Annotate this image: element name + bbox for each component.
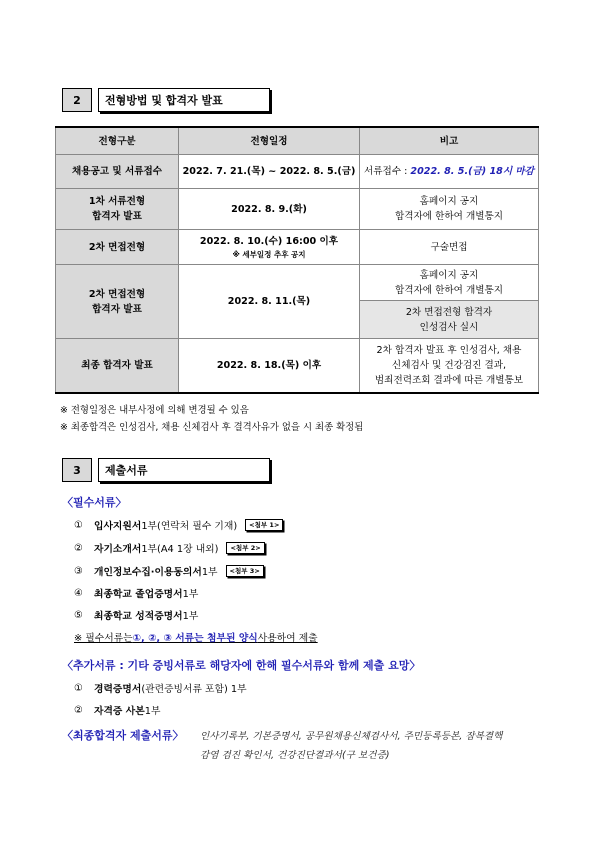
stage-line: 합격자 발표 <box>92 303 142 315</box>
item-name: 경력증명서 <box>94 684 142 695</box>
note-line: 홈페이지 공지 <box>419 196 479 207</box>
stage-line: 2차 면접전형 <box>88 288 146 300</box>
note-text: 사용하여 제출 <box>257 633 318 644</box>
attachment-tag: <첨부 2> <box>226 542 264 554</box>
date-cell <box>179 230 360 265</box>
item-desc: 1부 <box>201 567 218 578</box>
item-number: ① <box>74 682 83 694</box>
table-row <box>56 339 539 393</box>
date-cell: 2022. 7. 21.(목) ~ 2022. 8. 5.(금) <box>179 155 360 189</box>
note-line: 신체검사 및 건강검진 결과, <box>391 359 507 371</box>
stage-cell <box>56 189 179 230</box>
list-item <box>74 586 198 600</box>
section-title: 제출서류 <box>98 458 270 482</box>
note-line: 2차 면접전형 합격자 <box>405 306 493 318</box>
schedule-note: ※ 전형일정은 내부사정에 의해 변경될 수 있음 <box>60 405 249 416</box>
note-line: 범죄전력조회 결과에 따른 개별통보 <box>374 374 524 386</box>
final-docs-heading: 〈최종합격자 제출서류〉 <box>62 729 184 742</box>
item-number: ② <box>74 704 83 716</box>
note-cell <box>360 189 539 230</box>
item-name: 개인정보수집·이용동의서 <box>94 567 202 578</box>
stage-line: 합격자 발표 <box>92 211 142 222</box>
note-cell <box>360 301 539 339</box>
schedule-note: ※ 최종합격은 인성검사, 채용 신체검사 후 결격사유가 없을 시 최종 확정됨 <box>60 422 364 433</box>
date-cell: 2022. 8. 9.(화) <box>179 189 360 230</box>
table-row <box>56 230 539 265</box>
stage-cell <box>56 265 179 339</box>
stage-cell: 채용공고 및 서류접수 <box>56 155 179 189</box>
list-item <box>74 681 247 695</box>
table-row <box>56 155 539 189</box>
item-number: ① <box>74 519 83 531</box>
stage-cell: 2차 면접전형 <box>56 230 179 265</box>
additional-docs-heading: 〈추가서류 : 기타 증빙서류로 해당자에 한해 필수서류와 함께 제출 요망〉 <box>62 659 421 672</box>
item-name: 최종학교 성적증명서 <box>94 611 183 622</box>
section-2-header <box>62 88 270 112</box>
note-cell <box>360 155 539 189</box>
attachment-tag: <첨부 3> <box>226 565 264 577</box>
note-line: 2차 합격자 발표 후 인성검사, 채용 <box>376 344 522 356</box>
list-item <box>74 518 283 532</box>
list-item <box>74 541 265 555</box>
table-row <box>56 265 539 301</box>
note-cell <box>360 339 539 393</box>
item-number: ③ <box>74 565 83 577</box>
section-number: 3 <box>62 458 92 482</box>
table-header: 전형구분 <box>56 127 179 155</box>
stage-cell: 최종 합격자 발표 <box>56 339 179 393</box>
item-number: ⑤ <box>74 609 83 621</box>
date-line: 2022. 8. 10.(수) 16:00 이후 <box>199 236 339 247</box>
note-text: ※ 필수서류는 <box>74 633 133 644</box>
item-desc: 1부 <box>182 611 199 622</box>
note-cell: 구술면접 <box>360 230 539 265</box>
item-desc: 1부(연락처 필수 기재) <box>141 521 238 532</box>
list-item <box>74 608 198 622</box>
item-desc: 1부 <box>144 706 161 717</box>
item-name: 최종학교 졸업증명서 <box>94 589 183 600</box>
item-desc: 1부 <box>182 589 199 600</box>
note-cell <box>360 265 539 301</box>
note-text: 서류접수 : <box>364 166 411 177</box>
section-number: 2 <box>62 88 92 112</box>
list-item <box>74 564 264 578</box>
item-number: ② <box>74 542 83 554</box>
final-docs-line: 감염 검진 확인서, 건강진단결과서(구 보건증) <box>200 750 390 761</box>
note-line: 홈페이지 공지 <box>419 269 479 281</box>
item-number: ④ <box>74 587 83 599</box>
list-item <box>74 703 160 717</box>
required-docs-note <box>74 630 318 644</box>
note-emphasis: ①, ②, ③ 서류는 첨부된 양식 <box>132 633 258 644</box>
schedule-table <box>55 126 539 394</box>
required-docs-heading: 〈필수서류〉 <box>62 496 127 509</box>
item-name: 자격증 사본 <box>94 706 145 717</box>
note-line: 합격자에 한하여 개별통지 <box>394 211 504 222</box>
deadline-text: 2022. 8. 5.(금) 18시 마감 <box>410 166 534 177</box>
date-subnote: ※ 세부일정 추후 공지 <box>232 250 306 259</box>
item-name: 입사지원서 <box>94 521 142 532</box>
date-cell: 2022. 8. 11.(목) <box>179 265 360 339</box>
date-cell: 2022. 8. 18.(목) 이후 <box>179 339 360 393</box>
item-name: 자기소개서 <box>94 544 142 555</box>
attachment-tag: <첨부 1> <box>245 519 283 531</box>
section-3-header <box>62 458 270 482</box>
table-header: 비고 <box>360 127 539 155</box>
table-row <box>56 189 539 230</box>
table-header-row <box>56 127 539 155</box>
item-desc: 1부(A4 1장 내외) <box>141 544 219 555</box>
final-docs-line: 인사기록부, 기본증명서, 공무원채용신체검사서, 주민등록등본, 잠복결핵 <box>200 731 503 742</box>
stage-line: 1차 서류전형 <box>88 196 146 207</box>
note-line: 인성검사 실시 <box>419 321 479 333</box>
item-desc: (관련증빙서류 포함) 1부 <box>141 684 247 695</box>
section-title: 전형방법 및 합격자 발표 <box>98 88 270 112</box>
table-header: 전형일정 <box>179 127 360 155</box>
note-line: 합격자에 한하여 개별통지 <box>394 284 504 296</box>
